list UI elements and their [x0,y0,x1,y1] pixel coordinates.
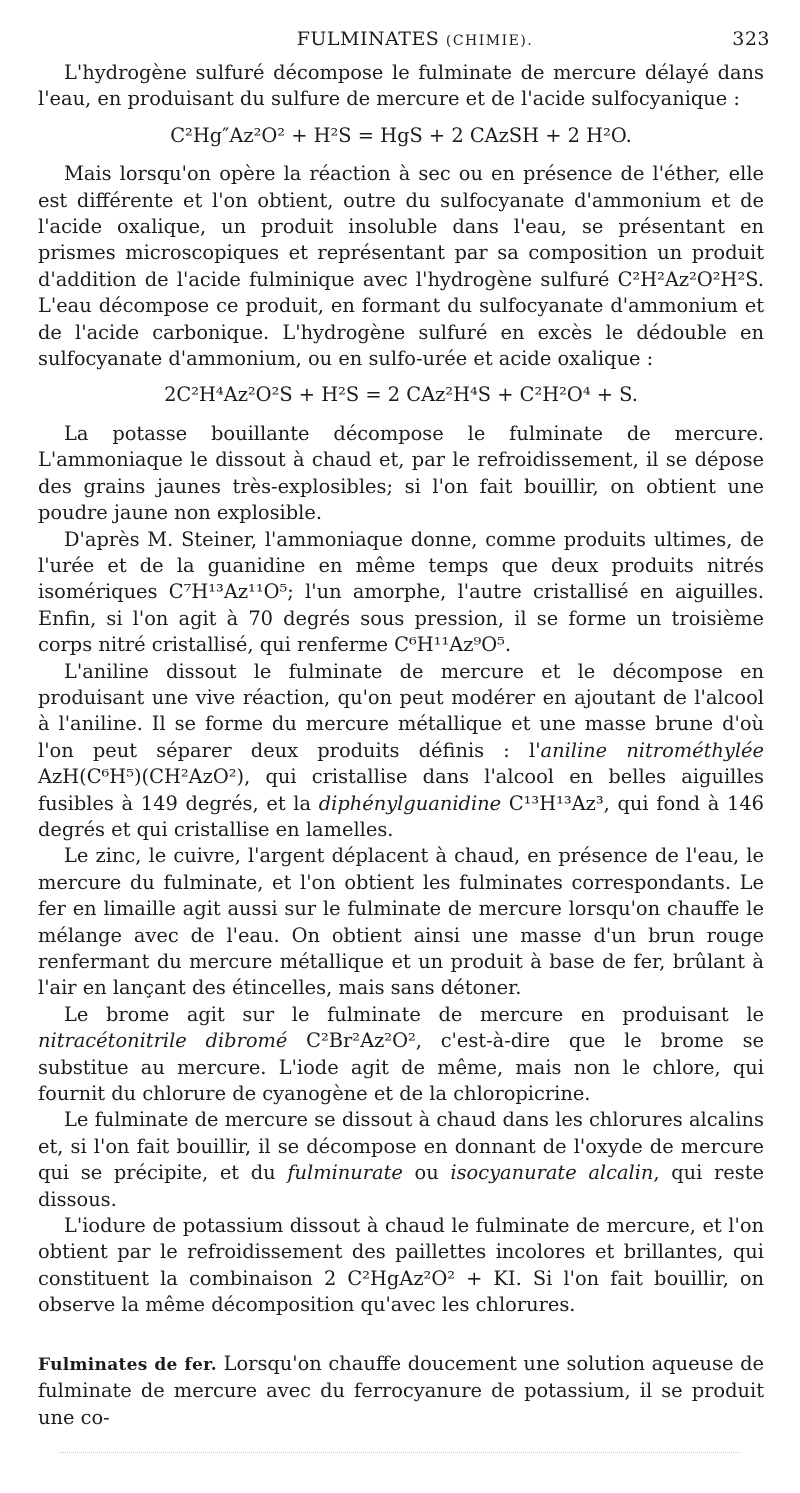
body-text [38,60,764,1431]
nitracetonitrile-term: nitracétonitrile dibromé [38,1029,288,1053]
iron-fulminates-heading: Fulminates de fer. [38,1354,217,1375]
formula-sulfourea: 2C²H⁴Az²O²S + H²S = 2 CAz²H⁴S + C²H²O⁴ + S. [164,383,638,407]
aniline-nitromethylee-term: aniline nitrométhylée [540,738,764,762]
bromine-text-start: Le brome agit sur le fulminate de mercure en produisant le [64,1002,764,1026]
header-title: FULMINATES [296,28,440,50]
paragraph-potassium-iodide: L'iodure de potassium dissout à chaud le fulminate de mercure, et l'on obtient par le refroidissement des paillettes incolores et brillantes, qui constituent la combinaison 2 C²HgAz²O² + KI. Si l'on fait bouillir, on observe la même décomposition qu'avec les chlorures. [38,1214,764,1317]
print-specks [60,1452,740,1455]
chlorides-text-middle: ou [402,1161,451,1185]
paragraph-steiner: D'après M. Steiner, l'ammoniaque donne, comme produits ultimes, de l'urée et de la guanidine en même temps que deux produits nitrés isomériques C⁷H¹³Az¹¹O⁵; l'un amorphe, l'autre cristallisé en aiguilles. Enfin, si l'on agit à 70 degrés sous pression, il se forme un troisième corps nitré cristallisé, qui renferme C⁶H¹¹Az⁹O⁵. [38,527,764,657]
iron-fulminates-text: Lorsqu'on chauffe doucement une solution aqueuse de fulminate de mercure avec du ferrocyanure de potassium, il se produit une co- [38,1351,764,1429]
paragraph-aniline [38,659,764,844]
bromine-text-end: C²Br²Az²O², c'est-à-dire que le brome se substitue au mercure. L'iode agit de même, mais non le chlore, qui fournit du chlorure de cyanogène et de la chloropicrine. [38,1029,764,1106]
chlorides-text-end: , qui reste dissous. [38,1161,765,1211]
isocyanurate-term: isocyanurate alcalin [450,1161,654,1185]
paragraph-metals: Le zinc, le cuivre, l'argent déplacent à chaud, en présence de l'eau, le mercure du fulminate, et l'on obtient les fulminates correspondants. Le fer en limaille agit aussi sur le fulminate de mercure lorsqu'on chauffe le mélange avec de l'eau. On obtient ainsi une masse d'un brun rouge renfermant du mercure métallique et un produit à base de fer, brûlant à l'air en lançant des étincelles, mais sans détoner. [38,844,764,1000]
running-title [60,28,770,50]
paragraph-potash: La potasse bouillante décompose le fulminate de mercure. L'ammoniaque le dissout à chaud et, par le refroidissement, il se dépose des grains jaunes très-explosibles; si l'on fait bouillir, on obtient une poudre jaune non explosible. [38,421,764,525]
page-number: 323 [732,28,770,50]
fulminurate-term: fulminurate [287,1161,403,1185]
aniline-text-start: L'aniline dissout le fulminate de mercure et le décompose en produisant une vive réaction, qu'on peut modérer en ajoutant de l'alcool à l'aniline. Il se forme du mercure métallique et une masse brune d'où l'on peut séparer deux produits définis : l' [38,659,764,762]
chlorides-text-start: Le fulminate de mercure se dissout à chaud dans les chlorures alcalins et, si l'on fait bouillir, il se décompose en donnant de l'oxyde de mercure qui se précipite, et du [38,1108,764,1185]
paragraph-bromine [38,1002,764,1108]
diphenylguanidine-term: diphénylguanidine [318,791,502,815]
paragraph-alkaline-chlorides [38,1107,764,1213]
aniline-text-middle: AzH(C⁶H⁵)(CH²AzO²), qui cristallise dans l'alcool en belles aiguilles fusibles à 149 degrés, et la [38,765,764,815]
paragraph-dry-reaction: Mais lorsqu'on opère la réaction à sec ou en présence de l'éther, elle est différente et l'on obtient, outre du sulfocyanate d'ammonium et de l'acide oxalique, un produit insoluble dans l'eau, se présentant en prismes microscopiques et représentant par sa composition un produit d'addition de l'acide fulminique avec l'hydrogène sulfuré C²H²Az²O²H²S. L'eau décompose ce produit, en formant du sulfocyanate d'ammonium et de l'acide carbonique. L'hydrogène sulfuré en excès le dédouble en sulfocyanate d'ammonium, ou en sulfo-urée et acide oxalique : [38,162,764,371]
paragraph-iron-fulminates [38,1351,764,1431]
header-section: (CHIMIE). [445,33,534,49]
aniline-text-end: C¹³H¹³Az³, qui fond à 146 degrés et qui cristallise en lamelles. [38,791,764,841]
formula-mercury-sulfide: C²Hg″Az²O² + H²S = HgS + 2 CAzSH + 2 H²O. [170,123,632,147]
running-head [60,28,770,54]
paragraph-hydrogen-sulfide: L'hydrogène sulfuré décompose le fulminate de mercure délayé dans l'eau, en produisant du sulfure de mercure et de l'acide sulfocyanique : [38,61,764,111]
